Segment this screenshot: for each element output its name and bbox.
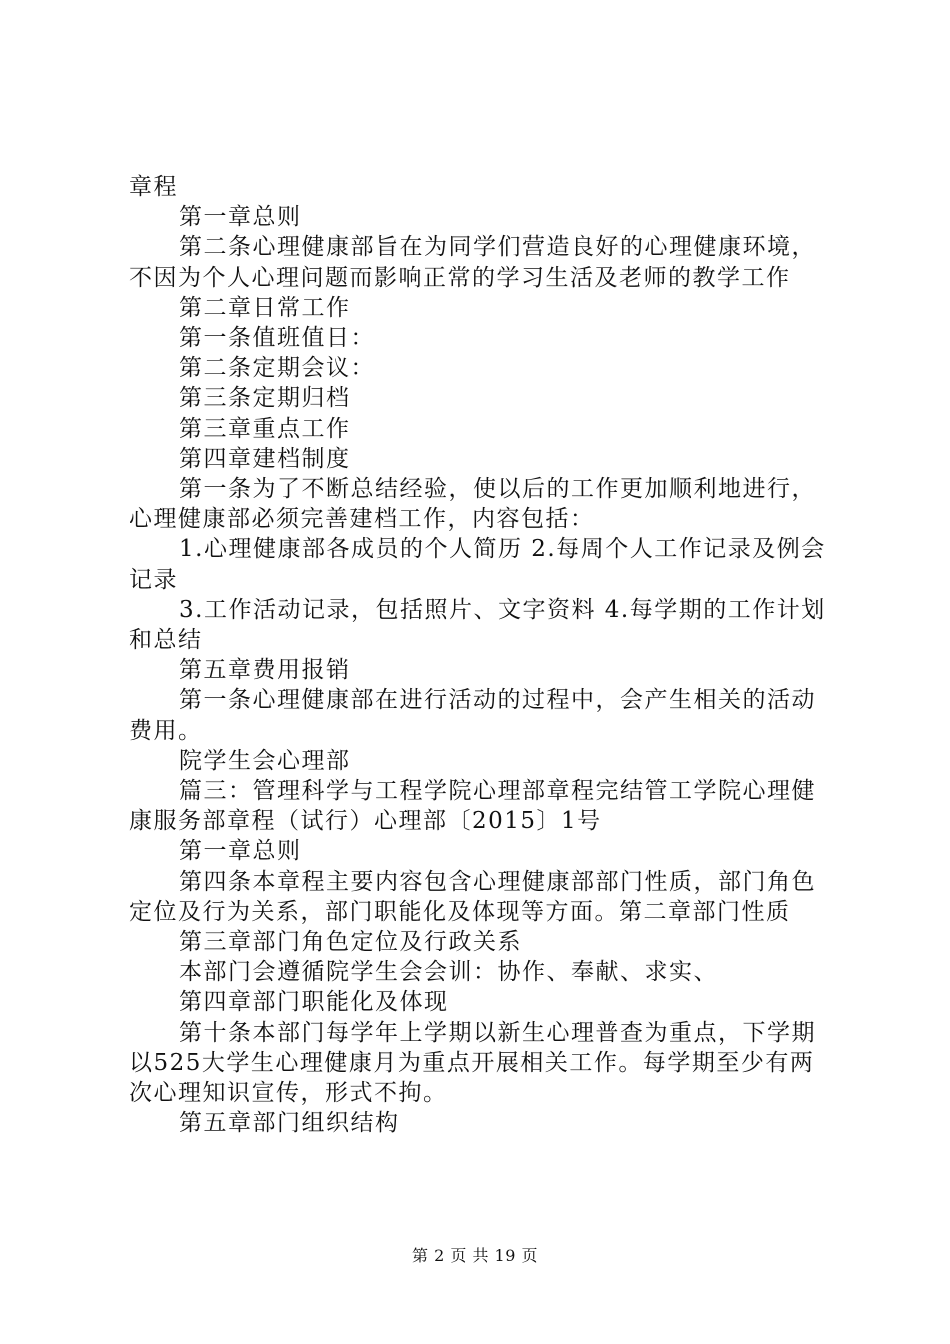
paragraph: 第五章费用报销 — [179, 657, 351, 684]
paragraph: 院学生会心理部 — [179, 747, 351, 774]
paragraph: 第一条为了不断总结经验，使以后的工作更加顺利地进行，心理健康部必须完善建档工作，内容包括： — [129, 476, 816, 533]
paragraph: 第二章日常工作 — [179, 294, 351, 321]
paragraph: 第十条本部门每学年上学期以新生心理普查为重点，下学期以525大学生心理健康月为重点开展相关工作。每学期至少有两次心理知识宣传，形式不拘。 — [129, 1019, 816, 1107]
paragraph: 3.工作活动记录，包括照片、文字资料 4.每学期的工作计划和总结 — [129, 596, 826, 654]
paragraph: 第三章部门角色定位及行政关系 — [179, 929, 522, 956]
paragraph: 本部门会遵循院学生会会训：协作、奉献、求实、 — [179, 959, 718, 986]
paragraph: 1.心理健康部各成员的个人简历 2.每周个人工作记录及例会记录 — [129, 536, 826, 593]
paragraph: 章程 — [129, 174, 178, 200]
paragraph: 篇三：管理科学与工程学院心理部章程完结管工学院心理健康服务部章程（试行）心理部〔2015〕1号 — [129, 778, 816, 835]
paragraph: 第四条本章程主要内容包含心理健康部部门性质，部门角色定位及行为关系，部门职能化及体现等方面。第二章部门性质 — [129, 868, 816, 925]
paragraph: 第二条心理健康部旨在为同学们营造良好的心理健康环境，不因为个人心理问题而影响正常的学习生活及老师的教学工作 — [129, 234, 816, 291]
paragraph: 第一条心理健康部在进行活动的过程中，会产生相关的活动费用。 — [129, 687, 816, 744]
paragraph: 第三章重点工作 — [179, 415, 351, 442]
paragraph: 第一条值班值日： — [179, 325, 375, 352]
paragraph: 第四章部门职能化及体现 — [179, 989, 449, 1016]
page-footer: 第 2 页 共 19 页 — [412, 1246, 538, 1265]
document-body — [129, 172, 835, 1139]
paragraph: 第一章总则 — [179, 204, 302, 231]
paragraph: 第一章总则 — [179, 838, 302, 865]
paragraph: 第三条定期归档 — [179, 385, 351, 412]
paragraph: 第二条定期会议： — [179, 355, 375, 382]
paragraph: 第四章建档制度 — [179, 445, 351, 472]
paragraph: 第五章部门组织结构 — [179, 1110, 400, 1137]
